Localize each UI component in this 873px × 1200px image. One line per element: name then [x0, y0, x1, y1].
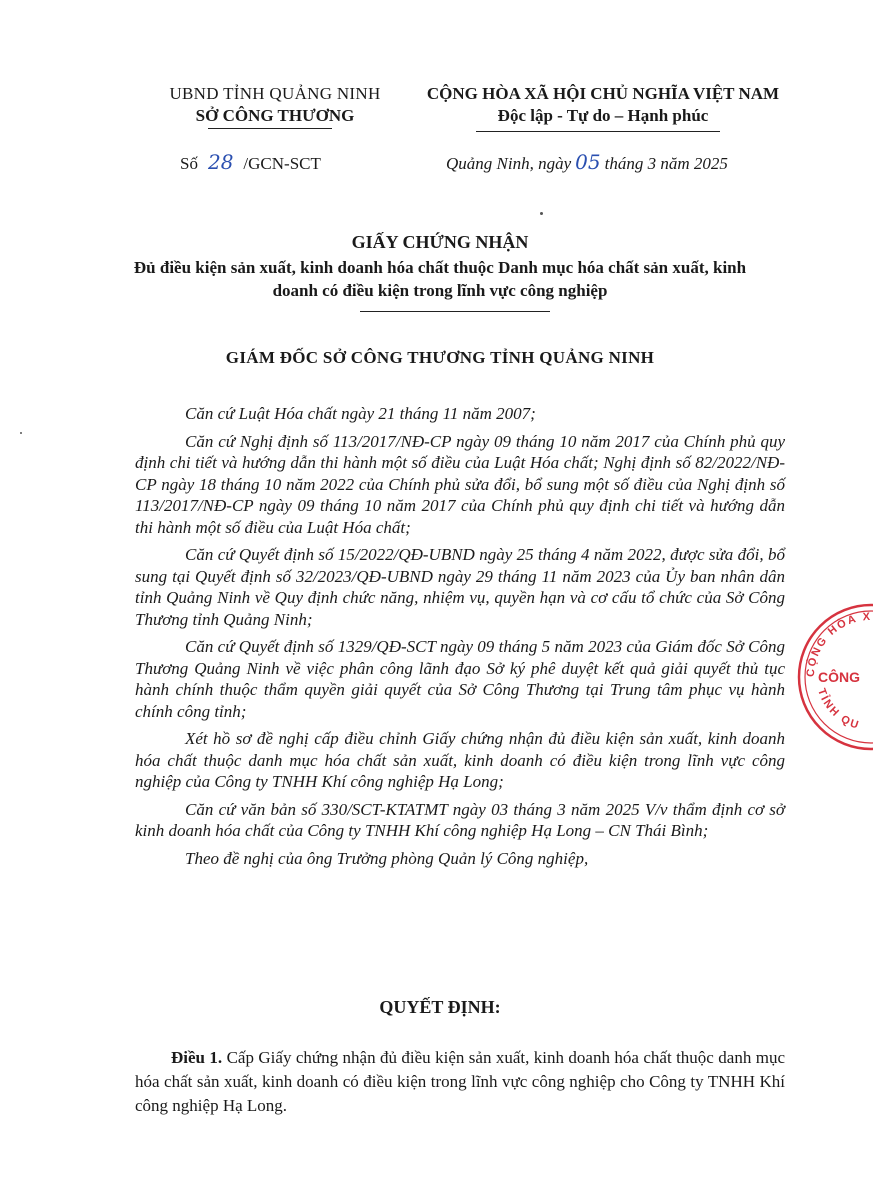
preamble-paragraph: Căn cứ Quyết định số 1329/QĐ-SCT ngày 09 tháng 5 năm 2023 của Giám đốc Sở Công Thương Quảng Ninh về việc phân công lãnh đạo Sở ký phê duyệt kết quả giải quyết thủ tục hành chính thuộc thẩm quyền giải quyết của Sở Công Thương tại Trung tâm phục vụ hành chính công tỉnh; [135, 637, 785, 721]
svg-text:CỘNG HÒA X [805, 611, 873, 677]
preamble-paragraph: Căn cứ Nghị định số 113/2017/NĐ-CP ngày 09 tháng 10 năm 2017 của Chính phủ quy định chi tiết và hướng dẫn thi hành một số điều của Luật Hóa chất; Nghị định số 82/2022/NĐ-CP ngày 18 tháng 10 năm 2022 của Chính phủ sửa đổi, bổ sung một số điều của Nghị định số 113/2017/NĐ-CP ngày 09 tháng 10 năm 2017 của Chính phủ quy định chi tiết và hướng dẫn thi hành một số điều của Luật Hóa chất; [135, 431, 785, 537]
preamble-paragraph: Căn cứ Luật Hóa chất ngày 21 tháng 11 năm 2007; [185, 404, 536, 423]
seal-text-bottom: TỈNH QU [815, 686, 862, 733]
speck [20, 432, 22, 434]
department-name: SỞ CÔNG THƯƠNG [195, 106, 355, 125]
issuing-authority [150, 83, 400, 127]
motto: Độc lập - Tự do – Hạnh phúc [497, 106, 709, 125]
certificate-subtitle: Đủ điều kiện sản xuất, kinh doanh hóa chất thuộc Danh mục hóa chất sản xuất, kinh doanh có điều kiện trong lĩnh vực công nghiệp [133, 258, 747, 300]
date-suffix: tháng 3 năm 2025 [604, 154, 728, 173]
article-1 [135, 1046, 785, 1118]
province-committee: UBND TỈNH QUẢNG NINH [169, 84, 381, 103]
authority-underline [208, 128, 332, 129]
preamble-paragraph: Theo đề nghị của ông Trưởng phòng Quản lý Công nghiệp, [185, 848, 589, 868]
seal-text-center: CÔNG [818, 669, 860, 685]
country-name: CỘNG HÒA XÃ HỘI CHỦ NGHĨA VIỆT NAM [426, 84, 780, 103]
issue-date [446, 150, 728, 174]
date-prefix: Quảng Ninh, ngày [446, 154, 572, 173]
certificate-heading [120, 230, 760, 302]
article-1-label: Điều 1. [171, 1048, 223, 1067]
title-underline [360, 311, 550, 312]
preamble [135, 403, 785, 875]
preamble-paragraph: Xét hồ sơ đề nghị cấp điều chỉnh Giấy chứng nhận đủ điều kiện sản xuất, kinh doanh hóa chất thuộc danh mục hóa chất sản xuất, kinh doanh có điều kiện trong lĩnh vực công nghiệp của Công ty TNHH Khí công nghiệp Hạ Long; [135, 729, 785, 791]
national-motto [405, 83, 801, 127]
svg-text:TỈNH QU [815, 687, 862, 732]
official-seal [796, 602, 873, 752]
director-heading: GIÁM ĐỐC SỞ CÔNG THƯƠNG TỈNH QUẢNG NINH [225, 348, 655, 367]
seal-text-top: CỘNG HÒA X [804, 610, 873, 678]
date-day-handwritten: 05 [575, 150, 601, 174]
doc-number-handwritten: 28 [207, 150, 234, 174]
decision-heading: QUYẾT ĐỊNH: [379, 997, 501, 1017]
preamble-paragraph: Căn cứ văn bản số 330/SCT-KTATMT ngày 03 tháng 3 năm 2025 V/v thẩm định cơ sở kinh doanh hóa chất của Công ty TNHH Khí công nghiệp Hạ Long – CN Thái Bình; [135, 799, 785, 840]
document-number [180, 150, 321, 174]
doc-number-suffix: /GCN-SCT [243, 154, 321, 173]
article-1-paragraph [135, 1046, 785, 1118]
preamble-paragraph: Căn cứ Quyết định số 15/2022/QĐ-UBND ngày 25 tháng 4 năm 2022, được sửa đổi, bổ sung tại Quyết định số 32/2023/QĐ-UBND ngày 29 tháng 11 năm 2023 của Ủy ban nhân dân tỉnh Quảng Ninh về Quy định chức năng, nhiệm vụ, quyền hạn và cơ cấu tổ chức của Sở Công Thương tỉnh Quảng Ninh; [135, 545, 785, 629]
doc-number-prefix: Số [180, 154, 198, 173]
motto-underline [476, 131, 720, 132]
speck [540, 212, 543, 215]
article-1-text: Cấp Giấy chứng nhận đủ điều kiện sản xuất, kinh doanh hóa chất thuộc danh mục hóa chất sản xuất, kinh doanh có điều kiện trong lĩnh vực công nghiệp cho Công ty TNHH Khí công nghiệp Hạ Long. [135, 1048, 786, 1115]
certificate-title: GIẤY CHỨNG NHẬN [351, 232, 529, 252]
